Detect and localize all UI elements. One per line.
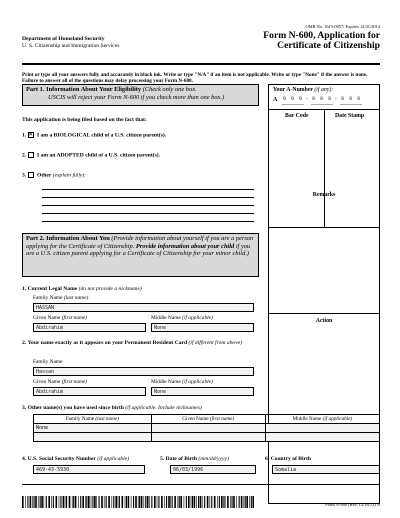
barcode-bar: [48, 496, 50, 508]
barcode-bar: [25, 496, 26, 508]
a-number-prefix: A: [273, 97, 278, 103]
q2-middle-name-field[interactable]: None: [151, 387, 254, 396]
q4-heading: 4. U.S. Social Security Number (if applicable): [22, 456, 130, 462]
part1-title: Information About Your Eligibility: [46, 86, 142, 93]
explain-line-1[interactable]: [42, 189, 254, 190]
barcode-bar: [56, 496, 58, 508]
barcode-bar: [224, 496, 225, 508]
other-given-name-cell[interactable]: [151, 424, 265, 433]
barcode-bar: [245, 496, 246, 508]
action-top-rule: [269, 313, 379, 314]
explain-line-2[interactable]: [42, 197, 254, 198]
barcode-bar: [194, 496, 196, 508]
barcode-bar: [202, 496, 203, 508]
part2-note-a: (Provide information about yourself if you are a person applying for the Certificate of Citizenship.: [26, 235, 254, 250]
col-family-name: Family Name (last name): [34, 415, 152, 424]
barcode-bar: [30, 496, 32, 508]
barcode-bar: [101, 496, 103, 508]
a-number-underline: [340, 104, 362, 105]
part1-note-2: USCIS will reject your Form N-600 if you check more than one box.): [48, 93, 225, 101]
form-revision: Form N-600 (Rev. 12/16/12) N: [325, 502, 380, 507]
form-barcode: [22, 496, 254, 508]
q2-middle-label: Middle Name (if applicable): [151, 379, 213, 385]
barcode-bar: [63, 496, 65, 508]
barcode-bar: [133, 496, 134, 508]
barcode-bar: [128, 496, 130, 508]
barcode-bar: [106, 496, 107, 508]
barcode-bar: [239, 496, 240, 508]
action-label: Action: [315, 318, 333, 324]
barcode-bar: [92, 496, 93, 508]
barcode-bar: [51, 496, 52, 508]
q1-given-name-field[interactable]: Abdirahim: [33, 323, 146, 332]
barcode-bar: [253, 496, 255, 508]
q1-family-name-field[interactable]: HASSAN: [33, 303, 254, 312]
barcode-bar: [126, 496, 127, 508]
barcode-bar: [108, 496, 110, 508]
q1-family-label: Family Name (last name): [33, 295, 89, 301]
a-number-digit[interactable]: 9: [299, 96, 303, 102]
barcode-bar: [94, 496, 96, 508]
barcode-bar: [22, 496, 24, 508]
barcode-bar: [112, 496, 113, 508]
explain-line-3[interactable]: [42, 205, 254, 206]
explain-line-5[interactable]: [42, 221, 254, 222]
col-middle-name: Middle Name (if applicable): [265, 415, 379, 424]
barcode-bar: [249, 496, 250, 508]
barcode-bar: [233, 496, 235, 508]
barcode-bar: [179, 496, 180, 508]
barcode-bar: [60, 496, 61, 508]
barcode-bar: [221, 496, 223, 508]
q2-family-name-field[interactable]: Hassan: [33, 367, 254, 376]
q5-heading: 5. Date of Birth (mm/dd/yyyy): [160, 456, 229, 462]
barcode-bar: [198, 496, 199, 508]
barcode-bar: [59, 496, 60, 508]
barcode-bar: [192, 496, 193, 508]
footer-rule: [22, 484, 380, 485]
q1-given-label: Given Name (first name): [33, 315, 88, 321]
barcode-bar: [40, 496, 41, 508]
q2-given-label: Given Name (first name): [33, 379, 88, 385]
other-family-name-cell[interactable]: None: [34, 424, 152, 433]
a-number-digit[interactable]: 9: [328, 96, 332, 102]
part1-note: (Check only one box.: [142, 86, 197, 93]
part2-note-b: Provide information about your child: [135, 242, 235, 250]
barcode-bar: [154, 496, 156, 508]
a-number-separator: -: [306, 96, 308, 102]
barcode-bar: [139, 496, 140, 508]
q2-family-label: Family Name: [33, 359, 63, 365]
barcode-bar: [113, 496, 114, 508]
a-number-digit[interactable]: 9: [349, 96, 353, 102]
barcode-bar: [180, 496, 182, 508]
agency-name: U. S. Citizenship and Immigration Services: [22, 43, 120, 49]
a-number-digit[interactable]: 9: [341, 96, 345, 102]
a-number-digit[interactable]: 9: [283, 96, 287, 102]
other-names-header-row: [34, 415, 380, 424]
part2-label: Part 2.: [26, 235, 45, 242]
remarks-label: Remarks: [312, 192, 336, 198]
other-checkbox[interactable]: [28, 172, 34, 178]
part1-intro: This application is being filed based on the fact that:: [22, 117, 147, 123]
barcode-bar: [236, 496, 237, 508]
barcode-bar: [186, 496, 187, 508]
instructions: Print or type all your answers fully and accurately in black ink. Write or type "N/A" if an item is not applicable. Write or type "None" if the answer is none. Failure to answer all of the questions may delay processing your Form N-600.: [22, 72, 368, 85]
adopted-checkbox[interactable]: [28, 152, 34, 158]
table-row: [34, 433, 380, 442]
barcode-bar: [138, 496, 139, 508]
barcode-bar: [149, 496, 150, 508]
barcode-bar: [27, 496, 28, 508]
omb-number: OMB No. 1615-0057; Expires 12/31/2014: [305, 24, 380, 29]
barcode-bar: [232, 496, 233, 508]
barcode-bar: [78, 496, 79, 508]
barcode-bar: [34, 496, 35, 508]
q1-heading: 1. Current Legal Name (do not provide a nickname): [22, 286, 142, 292]
barcode-bar: [172, 496, 173, 508]
barcode-bar: [157, 496, 158, 508]
barcode-bar: [184, 496, 185, 508]
other-family-name-cell[interactable]: [34, 433, 152, 442]
other-middle-name-cell[interactable]: [265, 424, 379, 433]
col-given-name: Given Name (first name): [151, 415, 265, 424]
barcode-bar: [125, 496, 126, 508]
barcode-bar: [217, 496, 218, 508]
barcode-bar: [122, 496, 124, 508]
barcode-bar: [41, 496, 43, 508]
barcode-bar: [144, 496, 145, 508]
barcode-bar: [211, 496, 212, 508]
barcode-bar: [188, 496, 190, 508]
barcode-bar: [151, 496, 152, 508]
a-number-box: [269, 85, 379, 110]
barcode-bar: [145, 496, 146, 508]
q3-heading: 3. Other name(s) you have used since birth (if applicable. Include nicknames): [22, 405, 202, 411]
barcode-bar: [80, 496, 81, 508]
barcode-bar: [244, 496, 245, 508]
barcode-bar: [210, 496, 211, 508]
barcode-bar: [115, 496, 117, 508]
a-number-digit[interactable]: 9: [320, 96, 324, 102]
barcode-bar: [35, 496, 37, 508]
a-number-digit[interactable]: 9: [357, 96, 361, 102]
barcode-bar: [219, 496, 220, 508]
other-names-table: [33, 414, 380, 442]
part2-header: [22, 233, 259, 277]
barcode-bar: [82, 496, 84, 508]
barcode-bar: [88, 496, 90, 508]
barcode-bar: [96, 496, 97, 508]
barcode-bar: [86, 496, 87, 508]
bar-code-label: Bar Code: [285, 113, 309, 119]
barcode-bar: [135, 496, 137, 508]
part2-note-c: if you are a U.S. citizen parent applying for a Certificate of Citizenship for your minor child.): [26, 242, 251, 258]
a-number-digit[interactable]: 9: [291, 96, 295, 102]
part1-header: [22, 84, 259, 106]
barcode-bar: [75, 496, 77, 508]
barcode-bar: [118, 496, 119, 508]
barcode-bar: [161, 496, 163, 508]
barcode-bar: [131, 496, 132, 508]
barcode-bar: [85, 496, 86, 508]
barcode-bar: [91, 496, 92, 508]
other-middle-name-cell[interactable]: [265, 433, 379, 442]
barcode-bar: [66, 496, 67, 508]
country-of-birth-field[interactable]: Somalia: [272, 465, 380, 474]
explain-line-4[interactable]: [42, 213, 254, 214]
barcode-bar: [207, 496, 209, 508]
table-row: [34, 424, 380, 433]
q2-given-name-field[interactable]: Abdirahim: [33, 387, 146, 396]
barcode-bar: [178, 496, 179, 508]
q6-heading: 6. Country of Birth: [265, 456, 312, 462]
header-rule: [22, 63, 380, 65]
form-title-line2: Certificate of Citizenship: [277, 40, 380, 51]
barcode-bar: [99, 496, 100, 508]
form-title: [263, 31, 380, 51]
barcode-bar: [119, 496, 120, 508]
barcode-bar: [46, 496, 47, 508]
barcode-bar: [174, 496, 176, 508]
option-other-label: Other: [37, 172, 52, 179]
option-biological-label: I am a BIOLOGICAL child of a U.S. citizen parent(s).: [37, 132, 167, 139]
barcode-bar: [251, 496, 252, 508]
barcode-bar: [69, 496, 71, 508]
barcode-bar: [158, 496, 159, 508]
barcode-bar: [73, 496, 74, 508]
ssn-field[interactable]: 469-43-5930: [33, 465, 145, 474]
barcode-bar: [44, 496, 45, 508]
a-number-separator: -: [335, 96, 337, 102]
barcode-bar: [191, 496, 192, 508]
barcode-bar: [223, 496, 224, 508]
barcode-bar: [241, 496, 243, 508]
barcode-bar: [170, 496, 171, 508]
form-title-line1: Form N-600, Application for: [263, 30, 380, 41]
option-adopted-label: I am an ADOPTED child of a U.S. citizen parent(s).: [37, 152, 160, 159]
q1-middle-label: Middle Name (if applicable): [151, 315, 213, 321]
a-number-digit[interactable]: 9: [312, 96, 316, 102]
barcode-bar: [65, 496, 66, 508]
agency-header: [22, 36, 119, 50]
a-number-label: Your A-Number (if any):: [273, 87, 334, 93]
barcode-bar: [104, 496, 105, 508]
option-other: 3. Other (explain fully):: [22, 172, 87, 179]
barcode-bar: [164, 496, 165, 508]
barcode-bar: [53, 496, 54, 508]
barcode-bar: [230, 496, 231, 508]
barcode-bar: [204, 496, 205, 508]
barcode-bar: [214, 496, 216, 508]
barcode-bar: [147, 496, 149, 508]
remarks-top-rule: [269, 227, 379, 228]
q1-middle-name-field[interactable]: None: [151, 323, 254, 332]
barcode-bar: [246, 496, 248, 508]
barcode-bar: [168, 496, 170, 508]
department-name: Department of Homeland Security: [22, 36, 105, 42]
barcode-bar: [38, 496, 39, 508]
barcode-bar: [72, 496, 73, 508]
date-of-birth-field[interactable]: 06/03/1996: [170, 465, 256, 474]
barcode-bar: [196, 496, 197, 508]
barcode-bar: [227, 496, 229, 508]
barcode-bar: [166, 496, 167, 508]
other-given-name-cell[interactable]: [151, 433, 265, 442]
barcode-bar: [32, 496, 33, 508]
a-number-underline: [282, 104, 304, 105]
barcode-bar: [200, 496, 202, 508]
a-number-underline: [311, 104, 333, 105]
part2-title: Information About You: [46, 235, 110, 242]
biological-checkbox[interactable]: [28, 132, 34, 138]
option-biological: 1. ✕ I am a BIOLOGICAL child of a U.S. citizen parent(s).: [22, 132, 166, 138]
date-stamp-label: Date Stamp: [335, 113, 365, 119]
option-adopted: 2. I am an ADOPTED child of a U.S. citizen parent(s).: [22, 152, 160, 159]
q2-heading: 2. Your name exactly as it appears on your Permanent Resident Card (if different from above): [22, 340, 243, 346]
part1-label: Part 1.: [26, 86, 45, 93]
barcode-bar: [141, 496, 143, 508]
panel-divider: [324, 109, 325, 227]
